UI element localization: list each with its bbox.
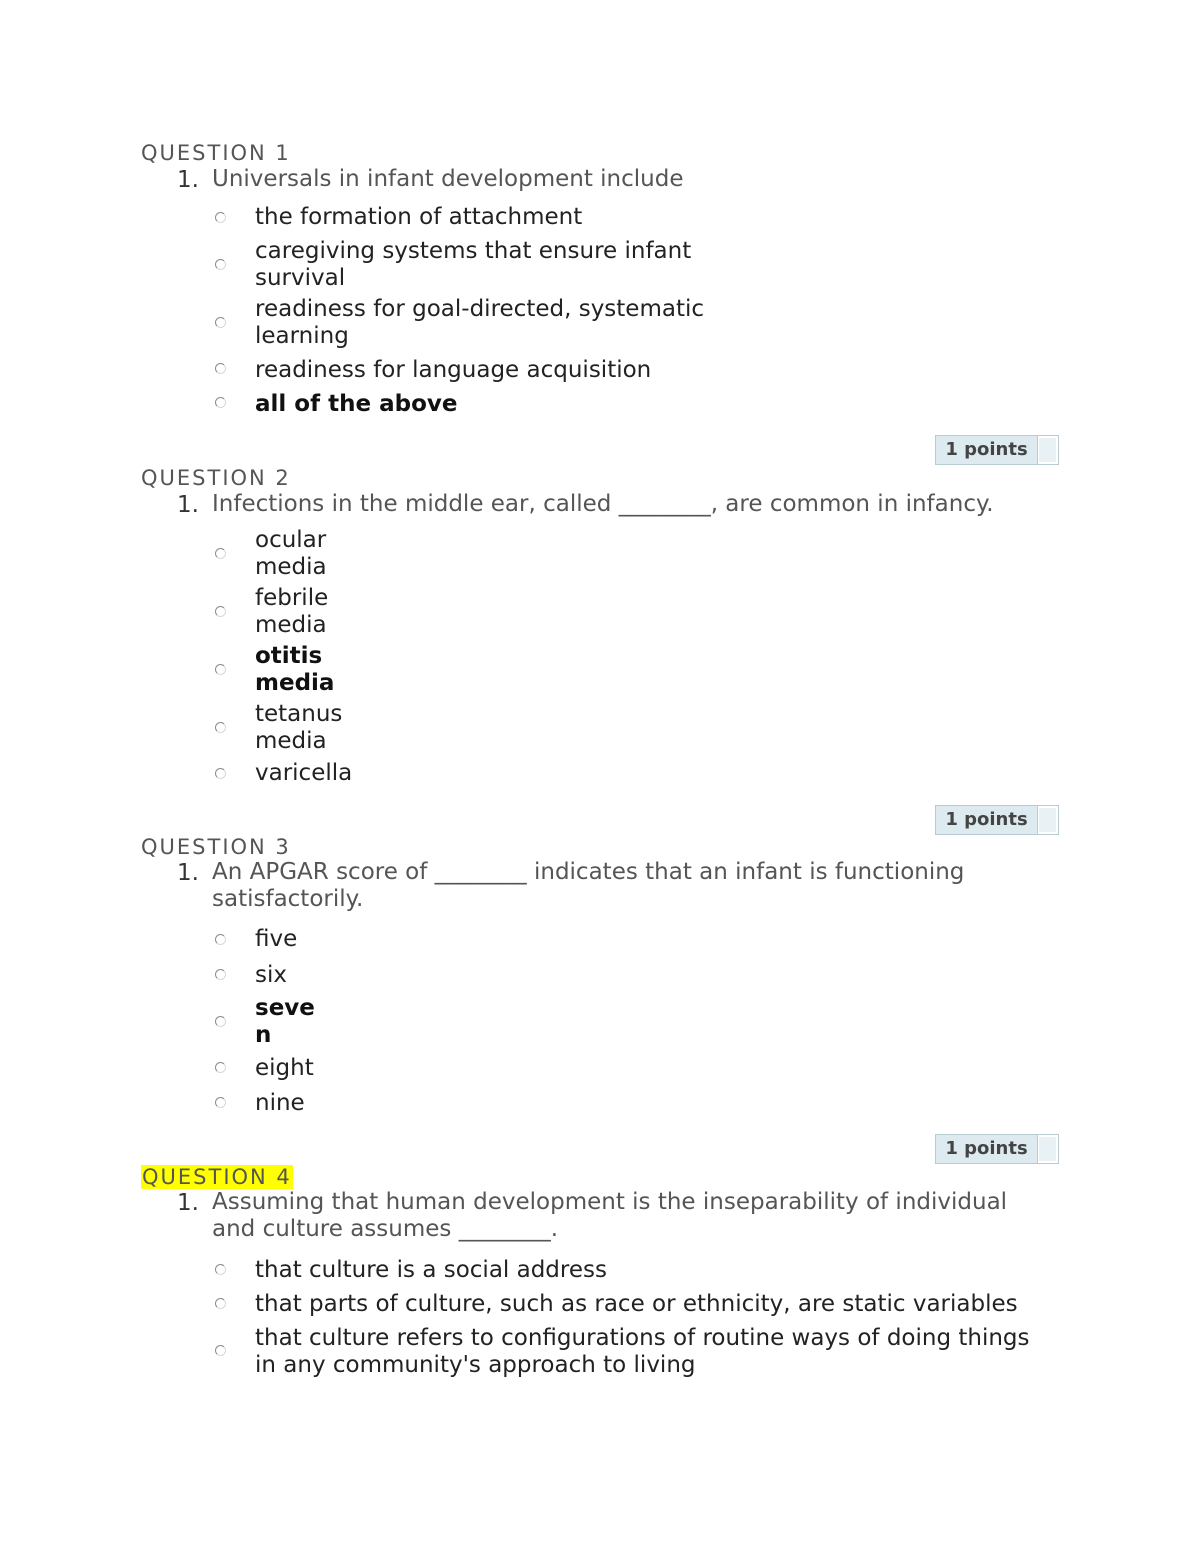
question-text: Assuming that human development is the inseparability of individual and culture assumes ________. xyxy=(212,1189,1008,1242)
radio-button-icon[interactable] xyxy=(215,1298,226,1309)
points-badge xyxy=(935,435,1059,465)
radio-button-icon[interactable] xyxy=(215,1062,226,1073)
radio-button-icon[interactable] xyxy=(215,548,226,559)
points-label: 1 points xyxy=(936,806,1038,834)
option-label: eight xyxy=(255,1055,314,1081)
option-label: nine xyxy=(255,1090,305,1116)
radio-button-icon[interactable] xyxy=(215,1097,226,1108)
option-label: varicella xyxy=(255,760,353,786)
option-label-correct: seve n xyxy=(255,995,315,1048)
radio-button-icon[interactable] xyxy=(215,969,226,980)
option-label: the formation of attachment xyxy=(255,204,583,230)
radio-button-icon[interactable] xyxy=(215,317,226,328)
radio-button-icon[interactable] xyxy=(215,934,226,945)
option-label: ocular media xyxy=(255,527,327,580)
radio-button-icon[interactable] xyxy=(215,1264,226,1275)
radio-button-icon[interactable] xyxy=(215,259,226,270)
points-cell xyxy=(1039,1137,1056,1161)
option-label: that culture refers to configurations of routine ways of doing things in any community's approach to living xyxy=(255,1325,1030,1378)
option-label: febrile media xyxy=(255,585,329,638)
question-text: Universals in infant development include xyxy=(212,166,684,192)
points-cell xyxy=(1039,808,1056,832)
question-heading: QUESTION 1 xyxy=(141,141,291,165)
question-number: 1. xyxy=(177,1190,199,1216)
points-label: 1 points xyxy=(936,436,1038,464)
question-heading: QUESTION 2 xyxy=(141,466,291,490)
option-label: that culture is a social address xyxy=(255,1257,607,1283)
option-label: caregiving systems that ensure infant survival xyxy=(255,238,692,291)
points-badge xyxy=(935,805,1059,835)
question-number: 1. xyxy=(177,167,199,193)
radio-button-icon[interactable] xyxy=(215,1345,226,1356)
points-badge xyxy=(935,1134,1059,1164)
option-label: tetanus media xyxy=(255,701,343,754)
question-heading-highlighted: QUESTION 4 xyxy=(142,1165,292,1189)
radio-button-icon[interactable] xyxy=(215,768,226,779)
radio-button-icon[interactable] xyxy=(215,212,226,223)
radio-button-icon[interactable] xyxy=(215,1016,226,1027)
points-label: 1 points xyxy=(936,1135,1038,1163)
option-label: six xyxy=(255,962,287,988)
radio-button-icon[interactable] xyxy=(215,363,226,374)
radio-button-icon[interactable] xyxy=(215,606,226,617)
radio-button-icon[interactable] xyxy=(215,722,226,733)
option-label: readiness for language acquisition xyxy=(255,357,652,383)
points-cell xyxy=(1039,438,1056,462)
question-number: 1. xyxy=(177,860,199,886)
option-label: five xyxy=(255,926,298,952)
radio-button-icon[interactable] xyxy=(215,397,226,408)
question-heading: QUESTION 3 xyxy=(141,835,291,859)
option-label: that parts of culture, such as race or ethnicity, are static variables xyxy=(255,1291,1018,1317)
question-text: Infections in the middle ear, called ________, are common in infancy. xyxy=(212,491,994,517)
question-number: 1. xyxy=(177,492,199,518)
option-label: readiness for goal-directed, systematic learning xyxy=(255,296,705,349)
option-label-correct: all of the above xyxy=(255,391,458,417)
radio-button-icon[interactable] xyxy=(215,664,226,675)
option-label-correct: otitis media xyxy=(255,643,335,696)
question-text: An APGAR score of ________ indicates that an infant is functioning satisfactorily. xyxy=(212,859,965,912)
